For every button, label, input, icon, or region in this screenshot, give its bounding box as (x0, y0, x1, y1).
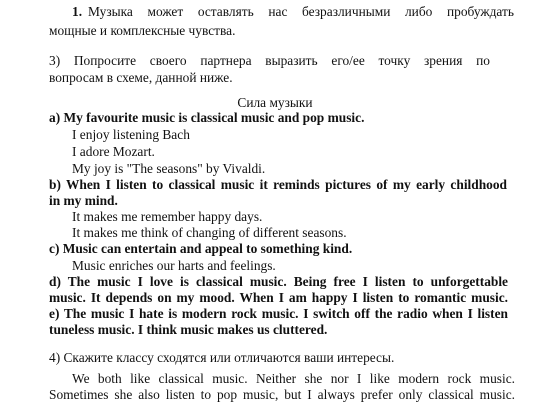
item-b-line2: It makes me think of changing of different seasons. (72, 225, 347, 240)
heading: Сила музыки (237, 95, 313, 110)
section1-line1 (72, 4, 514, 20)
item-a-line3: My joy is "The seasons" by Vivaldi. (72, 161, 266, 176)
item-b-heading-1: b) When I listen to classical music it reminds pictures of my early childhood (49, 177, 507, 192)
section1-line2: мощные и комплексные чувства. (49, 23, 236, 38)
item-a-line1: I enjoy listening Bach (72, 127, 190, 142)
section1-text-1: Музыка может оставлять нас безразличными либо пробуждать (88, 4, 514, 19)
item-d-line2: music. It depends on my mood. When I am happy I listen to romantic music. (49, 290, 508, 305)
section3-line2: вопросам в схеме, данной ниже. (49, 70, 233, 85)
section4-para-line1: We both like classical music. Neither she nor I like modern rock music. (72, 371, 515, 386)
section1-number: 1. (72, 4, 83, 19)
item-a-line2: I adore Mozart. (72, 144, 155, 159)
section3-line1: 3) Попросите своего партнера выразить его/ее точку зрения по (49, 53, 490, 68)
section4-line1: 4) Скажите классу сходятся или отличаются ваши интересы. (49, 350, 395, 365)
item-e-line1: e) The music I hate is modern rock music. I switch off the radio when I listen (49, 306, 508, 321)
section4-para-line2: Sometimes she also listen to pop music, but I always prefer only classical music. (49, 387, 515, 402)
item-d-line1: d) The music I love is classical music. Being free I listen to unforgettable (49, 274, 508, 289)
item-b-line1: It makes me remember happy days. (72, 209, 263, 224)
item-c-heading: c) Music can entertain and appeal to something kind. (49, 241, 353, 256)
item-c-line1: Music enriches our harts and feelings. (72, 258, 276, 273)
item-a-heading: a) My favourite music is classical music and pop music. (49, 110, 365, 125)
item-b-heading-2: in my mind. (49, 193, 118, 208)
item-e-line2: tuneless music. I think music makes us cluttered. (49, 322, 328, 337)
